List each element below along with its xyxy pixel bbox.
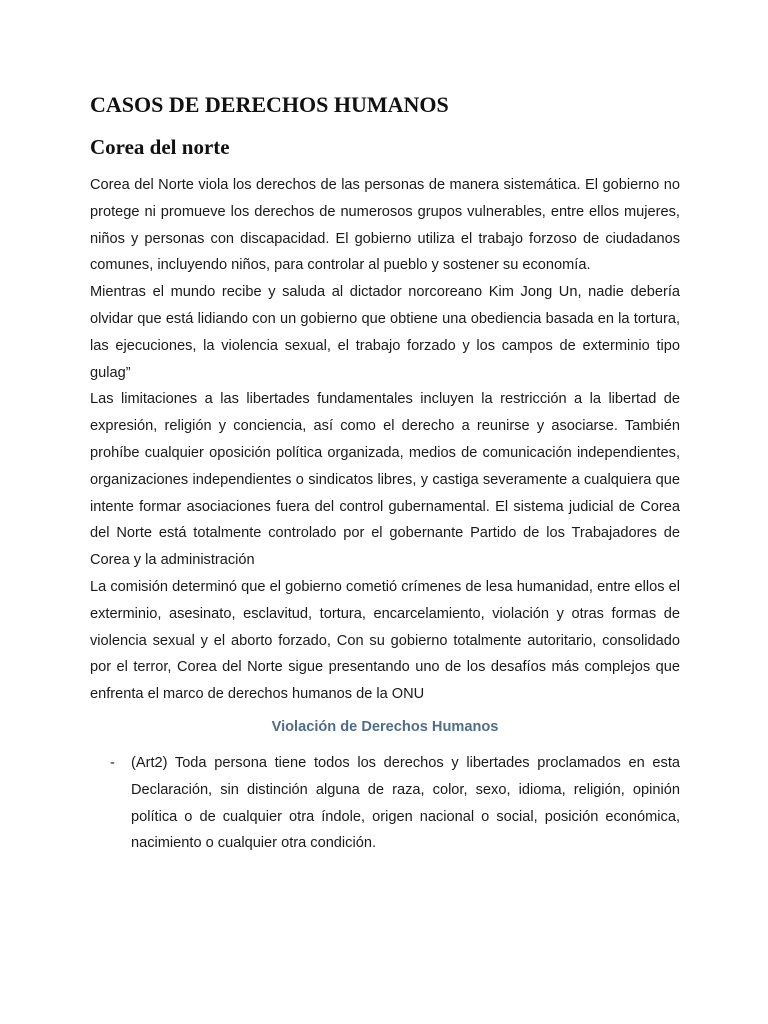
document-subtitle: Corea del norte [90,135,230,159]
bullet-list [90,750,680,857]
paragraph-2: Mientras el mundo recibe y saluda al dictador norcoreano Kim Jong Un, nadie debería olvidar que está lidiando con un gobierno que obtiene una obediencia basada en la tortura, las ejecuciones, la violencia sexual, el trabajo forzado y los campos de exterminio tipo gulag” [90,284,680,381]
list-item [90,750,680,857]
document-page [90,88,680,857]
paragraph-3: Las limitaciones a las libertades fundamentales incluyen la restricción a la libertad de expresión, religión y conciencia, así como el derecho a reunirse y asociarse. También prohíbe cualquier oposición política organizada, medios de comunicación independientes, organizaciones independientes o sindicatos libres, y castiga severamente a cualquiera que intente formar asociaciones fuera del control gubernamental. El sistema judicial de Corea del Norte está totalmente controlado por el gobernante Partido de los Trabajadores de Corea y la administración [90,391,680,569]
paragraph-4: La comisión determinó que el gobierno cometió crímenes de lesa humanidad, entre ellos el exterminio, asesinato, esclavitud, tortura, encarcelamiento, violación y otras formas de violencia sexual y el aborto forzado, Con su gobierno totalmente autoritario, consolidado por el terror, Corea del Norte sigue presentando uno de los desafíos más complejos que enfrenta el marco de derechos humanos de la ONU [90,578,680,703]
paragraph-1: Corea del Norte viola los derechos de las personas de manera sistemática. El gobierno no protege ni promueve los derechos de numerosos grupos vulnerables, entre ellos mujeres, niños y personas con discapacidad. El gobierno utiliza el trabajo forzoso de ciudadanos comunes, incluyendo niños, para controlar al pueblo y sostener su economía. [90,177,680,274]
section-heading: Violación de Derechos Humanos [271,718,499,735]
bullet-text: (Art2) Toda persona tiene todos los derechos y libertades proclamados en esta Declaración, sin distinción alguna de raza, color, sexo, idioma, religión, opinión política o de cualquier otra índole, origen nacional o social, posición económica, nacimiento o cualquier otra condición. [131,754,680,852]
bullet-marker: - [110,754,115,771]
document-title: CASOS DE DERECHOS HUMANOS [90,92,449,117]
